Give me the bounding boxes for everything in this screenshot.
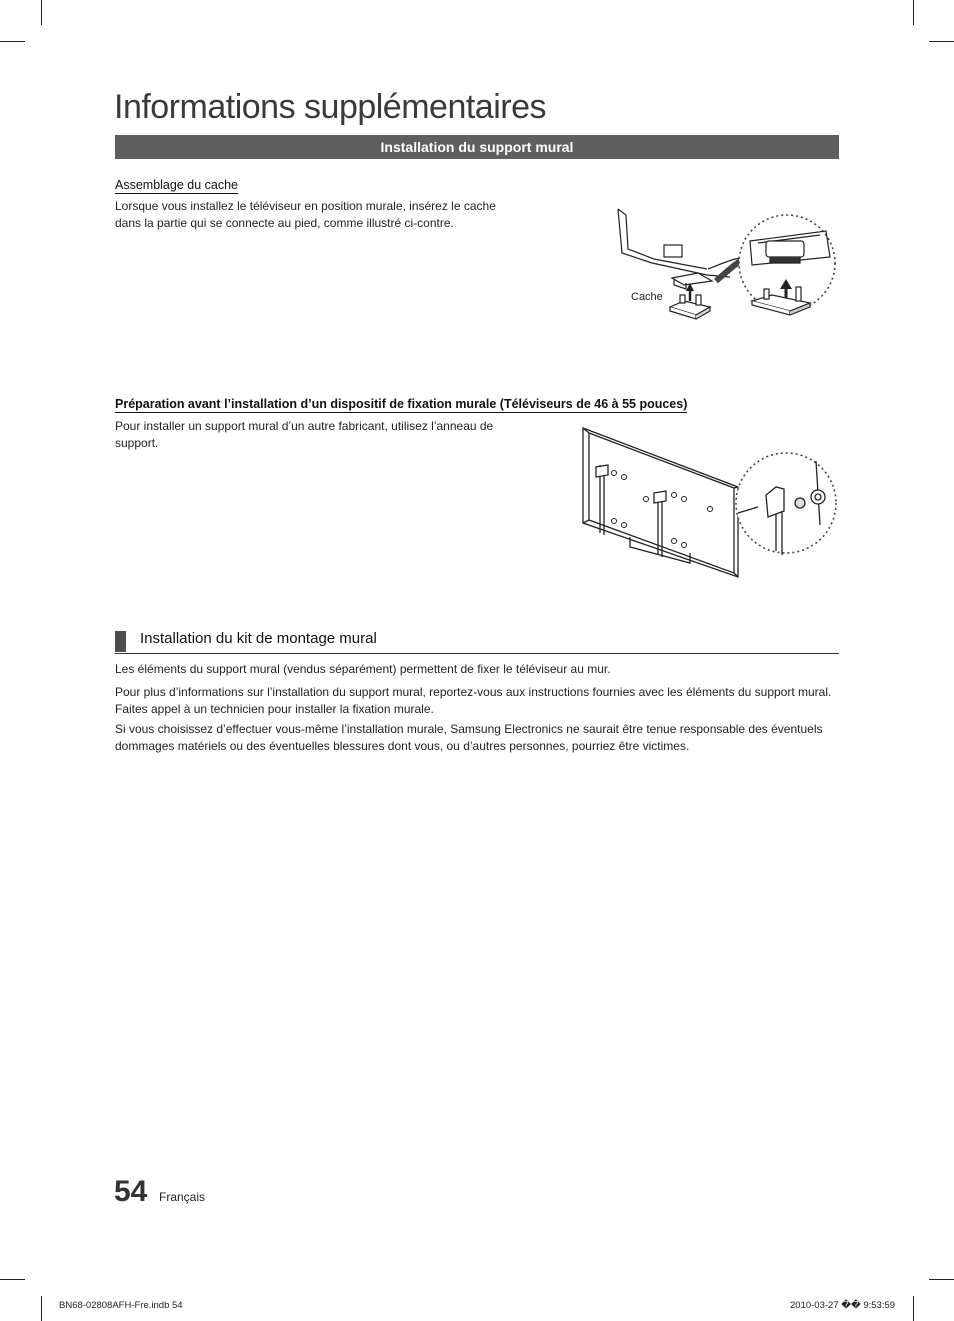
crop-mark — [929, 1279, 954, 1280]
crop-mark — [929, 41, 954, 42]
section-banner: Installation du support mural — [115, 135, 839, 159]
wall-mount-kit-title: Installation du kit de montage mural — [140, 630, 377, 647]
crop-mark — [41, 0, 42, 25]
file-info: BN68-02808AFH-Fre.indb 54 — [59, 1300, 183, 1311]
page-number: 54 — [114, 1175, 148, 1208]
paragraph: Pour plus d’informations sur l’installation du support mural, reportez-vous aux instructions fournies avec les éléments du support mural. Faites appel à un technicien pour installer la fixation murale. — [115, 685, 832, 716]
paragraph: Si vous choisissez d’effectuer vous-même l’installation murale, Samsung Electronics ne saurait être tenue responsable des éventuels dommages matériels ou des éventuelles blessures dont vous, ou d’autres personnes, pourriez être victimes. — [115, 722, 823, 753]
print-stamp: 2010-03-27 �� 9:53:59 — [790, 1300, 896, 1311]
crop-mark — [913, 1296, 914, 1321]
cover-assembly-illustration — [612, 203, 842, 331]
crop-mark — [0, 1279, 25, 1280]
paragraph: Les éléments du support mural (vendus séparément) permettent de fixer le téléviseur au mur. — [115, 662, 611, 676]
cover-assembly-heading: Assemblage du cache — [115, 178, 238, 192]
page-title: Informations supplémentaires — [114, 88, 547, 126]
wall-mount-kit-heading — [115, 629, 839, 654]
cover-assembly-text: Lorsque vous installez le téléviseur en position murale, insérez le cache dans la partie qui se connecte au pied, comme illustré ci-contre. — [115, 199, 496, 230]
crop-mark — [0, 41, 25, 42]
cover-label: Cache — [631, 291, 663, 303]
wall-mount-preparation-illustration — [580, 425, 838, 580]
crop-mark — [913, 0, 914, 25]
preparation-text: Pour installer un support mural d’un autre fabricant, utilisez l’anneau de support. — [115, 419, 494, 450]
crop-mark — [41, 1296, 42, 1321]
page-language: Français — [159, 1190, 206, 1204]
preparation-heading: Préparation avant l’installation d’un dispositif de fixation murale (Téléviseurs de 46 à 55 pouces) — [115, 397, 688, 411]
heading-marker — [115, 631, 126, 652]
